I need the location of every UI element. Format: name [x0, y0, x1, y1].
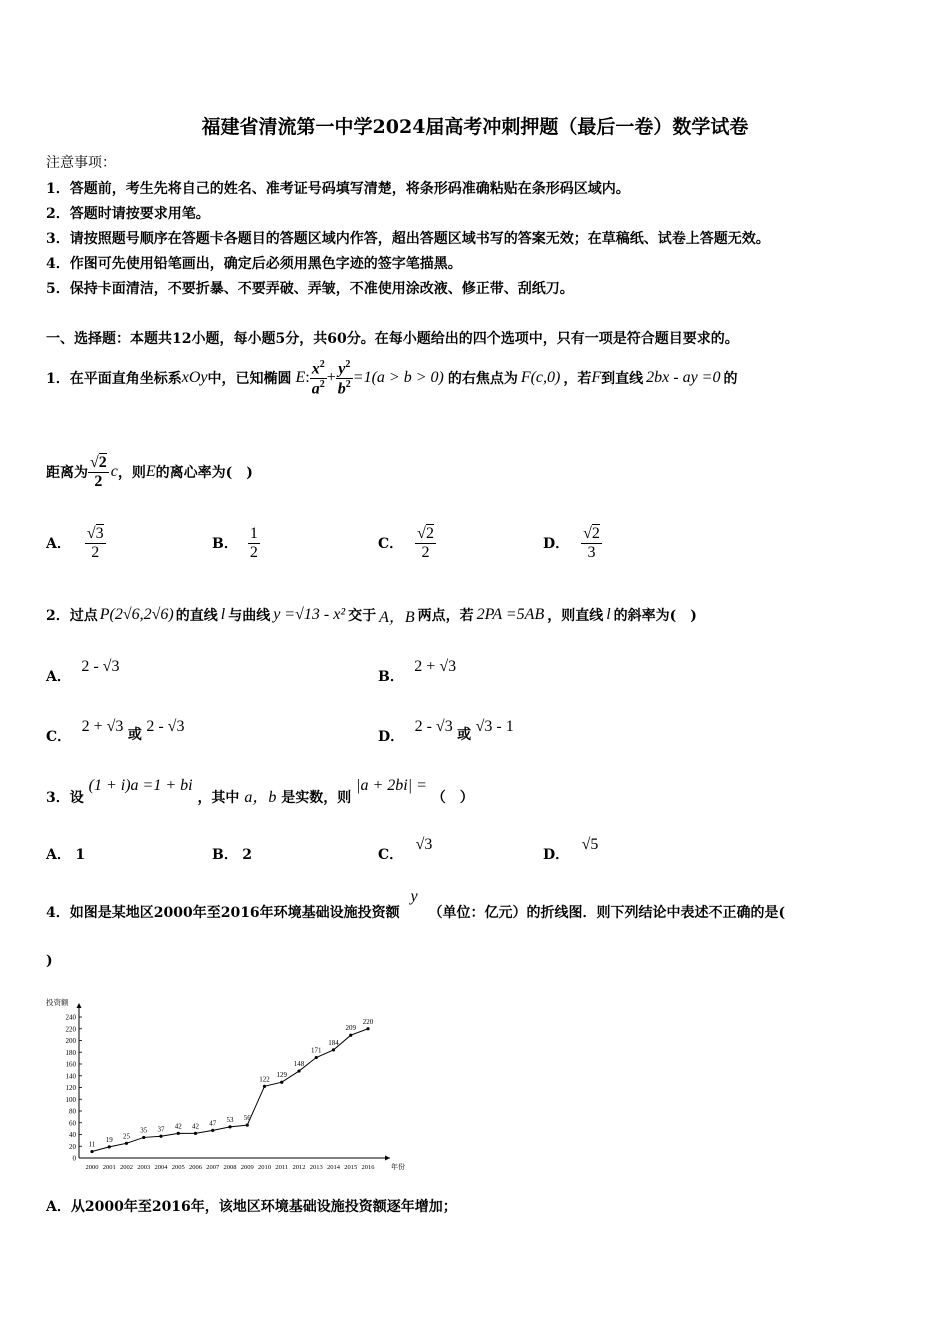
- data-label: 171: [311, 1046, 322, 1055]
- q1-option-a-value: $\frac{√3}{2}$: [86, 524, 104, 561]
- q4-text-3: ): [46, 953, 53, 969]
- series-line: [92, 1029, 368, 1152]
- q1-option-a-label: A．: [46, 536, 71, 552]
- x-tick-label: 2010: [258, 1164, 271, 1171]
- x-axis-label: 年份: [391, 1163, 405, 1171]
- data-label: 35: [140, 1126, 148, 1135]
- data-label: 148: [293, 1060, 305, 1069]
- q2-option-c-label: C．: [46, 729, 72, 745]
- q3-text-1: 3．设: [46, 790, 84, 806]
- data-point: [108, 1145, 111, 1148]
- data-point: [194, 1132, 197, 1135]
- q2-option-a-label: A．: [46, 669, 71, 685]
- q1-E: E: [145, 463, 156, 480]
- ellipse-frac-y: $\frac{y^2}{b^2}$: [337, 358, 351, 397]
- y-tick-label: 100: [65, 1095, 76, 1104]
- data-point: [349, 1034, 352, 1037]
- x-tick-label: 2012: [292, 1164, 306, 1171]
- y-tick-label: 80: [69, 1107, 76, 1116]
- y-tick-label: 200: [65, 1037, 76, 1045]
- q2-option-d[interactable]: [378, 716, 514, 745]
- question-4: [46, 884, 786, 921]
- q4-option-a[interactable]: A．从2000年至2016年，该地区环境基础设施投资额逐年增加；: [46, 1199, 457, 1215]
- q2-option-a[interactable]: [46, 656, 120, 685]
- data-point: [246, 1124, 249, 1127]
- data-point: [263, 1085, 266, 1088]
- y-tick-label: 0: [72, 1154, 76, 1163]
- q1-text-3: 的右焦点为: [447, 371, 518, 387]
- q1-text-8: ，则: [117, 465, 146, 481]
- q1-text-1: 1．在平面直角坐标系: [46, 371, 182, 387]
- q2-option-b[interactable]: [378, 656, 457, 685]
- q2-text-1: 2．过点: [46, 608, 98, 624]
- q2-text-5: 两点，若: [417, 608, 474, 624]
- q3-option-c[interactable]: [378, 834, 433, 863]
- x-tick-label: 2001: [102, 1164, 116, 1171]
- data-label: 19: [105, 1135, 113, 1144]
- q2-l: l: [220, 606, 226, 623]
- y-tick-label: 140: [65, 1072, 76, 1081]
- data-point: [366, 1027, 369, 1030]
- q3-text-3: 是实数，则: [281, 790, 352, 806]
- data-label: 129: [276, 1071, 287, 1080]
- q1-option-c-value: $\frac{√2}{2}$: [417, 524, 434, 561]
- data-label: 220: [362, 1017, 374, 1026]
- q2-option-c-value: 2 + √3: [81, 718, 124, 735]
- q2-option-d-or: 或: [457, 727, 472, 743]
- y-tick-label: 160: [65, 1060, 76, 1069]
- data-point: [125, 1142, 128, 1145]
- q3-text-4: （ ）: [431, 790, 474, 806]
- q1-option-d-label: D．: [543, 536, 570, 552]
- q2-point: P(2√6,2√6): [99, 606, 174, 623]
- data-point: [280, 1081, 283, 1084]
- q1-option-c[interactable]: [378, 518, 436, 568]
- ellipse-condition: =1(a > b > 0): [352, 369, 444, 386]
- q1-option-b-value: $\frac{1}{2}$: [249, 524, 258, 561]
- q3-equation: (1 + i)a =1 + bi: [88, 777, 193, 794]
- x-tick-label: 2009: [240, 1164, 254, 1171]
- q3-option-a-value: 1: [75, 847, 86, 863]
- y-tick-label: 180: [65, 1048, 76, 1057]
- x-tick-label: 2013: [309, 1164, 323, 1171]
- q1-text-7: 距离为: [46, 465, 88, 481]
- x-tick-label: 2011: [275, 1164, 289, 1171]
- q2-condition: 2PA =5AB: [476, 606, 545, 623]
- q2-option-c[interactable]: [46, 716, 185, 745]
- q3-option-a[interactable]: [46, 834, 86, 863]
- x-tick-label: 2008: [223, 1164, 237, 1171]
- q2-text-2: 的直线: [175, 608, 218, 624]
- data-label: 53: [226, 1115, 234, 1124]
- q3-option-d-value: √5: [581, 836, 599, 853]
- q1-text-2: 中，已知椭圆: [207, 371, 292, 387]
- question-2: [46, 600, 697, 630]
- data-point: [211, 1129, 214, 1132]
- data-label: 25: [123, 1132, 130, 1141]
- q3-ab: a，b: [244, 789, 277, 806]
- q1-line-eq: 2bx - ay =0: [646, 369, 721, 386]
- q3-option-a-label: A．: [46, 847, 71, 863]
- q2-text-3: 与曲线: [228, 608, 271, 624]
- q2-text-6: ，则直线: [547, 608, 604, 624]
- note-item-1: 1．答题前，考生先将自己的姓名、准考证号码填写清楚，将条形码准确粘贴在条形码区域内。: [46, 181, 630, 197]
- q2-option-b-label: B．: [378, 669, 404, 685]
- q3-option-d[interactable]: [543, 834, 599, 863]
- x-tick-label: 2014: [327, 1164, 340, 1171]
- data-point: [177, 1132, 180, 1135]
- data-label: 42: [192, 1122, 199, 1131]
- q4-text-1: 4．如图是某地区2000年至2016年环境基础设施投资额: [46, 905, 400, 921]
- q3-option-c-value: √3: [415, 836, 433, 853]
- x-tick-label: 2004: [154, 1164, 168, 1171]
- y-axis-label: 投资额: [46, 998, 69, 1007]
- q3-option-d-label: D．: [543, 847, 570, 863]
- question-1-line-1: 1．在平面直角坐标系 xOy 中，已知椭圆 E : $\frac{x^2}{a^2}$ + $\frac{y^2}{b^2}$ =1(a > b > 0) 的右焦点为 F(c,0) ，若 F 到直线 2bx - ay =0 的: [46, 358, 738, 397]
- data-label: 56: [243, 1114, 251, 1123]
- q2-text-7: 的斜率为( ): [613, 608, 697, 624]
- note-item-5: 5．保持卡面清洁，不要折暴、不要弄破、弄皱，不准使用涂改液、修正带、刮纸刀。: [46, 281, 574, 297]
- data-label: 209: [345, 1024, 356, 1033]
- data-point: [315, 1056, 318, 1059]
- q3-option-b[interactable]: [212, 834, 253, 863]
- q1-text-6: 的: [723, 371, 738, 387]
- question-3: [46, 772, 474, 806]
- question-1-line-2: 距离为 $\frac{√2}{2}$ c ，则 E 的离心率为( ): [46, 453, 253, 490]
- q2-curve: y =√13 - x²: [273, 606, 346, 623]
- data-label: 11: [88, 1140, 96, 1149]
- q1-F: F: [591, 369, 602, 386]
- q1-focus: F(c,0): [520, 369, 561, 386]
- q2-AB: A，B: [379, 608, 415, 626]
- q1-option-c-label: C．: [378, 536, 404, 552]
- q3-option-b-label: B．: [212, 847, 238, 863]
- data-label: 122: [259, 1075, 270, 1084]
- x-tick-label: 2006: [189, 1164, 202, 1171]
- data-label: 42: [174, 1122, 182, 1131]
- data-point: [332, 1048, 335, 1051]
- x-tick-label: 2000: [85, 1164, 99, 1171]
- data-label: 184: [328, 1038, 339, 1047]
- q2-option-a-value: 2 - √3: [81, 658, 120, 675]
- q4-y: y: [410, 888, 418, 905]
- y-tick-label: 40: [69, 1131, 76, 1139]
- x-tick-label: 2003: [137, 1164, 151, 1171]
- q1-text-9: 的离心率为( ): [155, 465, 253, 481]
- note-item-2: 2．答题时请按要求用笔。: [46, 206, 210, 222]
- q2-option-d-value: 2 - √3: [414, 718, 453, 735]
- q1-distance-frac: $\frac{√2}{2}$: [90, 453, 107, 490]
- y-tick-label: 60: [69, 1119, 76, 1128]
- y-tick-label: 120: [65, 1084, 76, 1092]
- q2-option-c-value-2: 2 - √3: [146, 718, 185, 735]
- q3-option-c-label: C．: [378, 847, 404, 863]
- y-tick-label: 240: [65, 1013, 76, 1022]
- q2-option-d-label: D．: [378, 729, 405, 745]
- q1-option-d[interactable]: [543, 518, 602, 568]
- y-tick-label: 20: [69, 1142, 76, 1151]
- ellipse-label: E: [295, 369, 306, 386]
- note-item-4: 4．作图可先使用铅笔画出，确定后必须用黑色字迹的签字笔描黑。: [46, 256, 462, 272]
- q1-text-4: ，若: [563, 371, 592, 387]
- x-tick-label: 2015: [344, 1164, 358, 1171]
- q3-abs: |a + 2bi| =: [356, 777, 427, 794]
- x-tick-label: 2005: [171, 1164, 185, 1171]
- y-axis-arrow: [77, 1003, 82, 1008]
- y-tick-label: 220: [65, 1025, 76, 1034]
- data-point: [297, 1069, 300, 1072]
- q1-xoy: xOy: [181, 369, 208, 386]
- data-label: 37: [157, 1125, 165, 1134]
- x-tick-label: 2016: [361, 1164, 375, 1171]
- data-label: 47: [209, 1119, 217, 1128]
- section-heading: 一、选择题：本题共12小题，每小题5分，共60分。在每小题给出的四个选项中，只有一项是符合题目要求的。: [46, 331, 739, 347]
- q2-text-4: 交于: [348, 608, 377, 624]
- q3-option-b-value: 2: [242, 847, 253, 863]
- q2-l-2: l: [606, 606, 611, 623]
- note-item-3: 3．请按照题号顺序在答题卡各题目的答题区域内作答，超出答题区域书写的答案无效；在草稿纸、试卷上答题无效。: [46, 231, 770, 247]
- q2-option-b-value: 2 + √3: [414, 658, 457, 675]
- notes-heading: 注意事项：: [46, 155, 116, 171]
- q4-text-2: （单位：亿元）的折线图．则下列结论中表述不正确的是(: [428, 905, 786, 921]
- x-tick-label: 2007: [206, 1164, 220, 1171]
- q1-option-b-label: B．: [212, 536, 238, 552]
- data-point: [159, 1135, 162, 1138]
- q1-text-5: 到直线: [601, 371, 644, 387]
- q2-option-d-value-2: √3 - 1: [475, 718, 514, 735]
- x-tick-label: 2002: [120, 1164, 133, 1171]
- data-point: [228, 1125, 231, 1128]
- q1-option-a[interactable]: [46, 518, 106, 568]
- ellipse-frac-x: $\frac{x^2}{a^2}$: [311, 358, 325, 397]
- data-point: [142, 1136, 145, 1139]
- exam-title: 福建省清流第一中学2024届高考冲刺押题（最后一卷）数学试卷: [201, 116, 749, 138]
- investment-line-chart: [40, 992, 410, 1178]
- x-axis-arrow: [385, 1156, 390, 1161]
- q1-option-b[interactable]: [212, 518, 260, 568]
- q1-option-d-value: $\frac{√2}{3}$: [583, 524, 600, 561]
- q2-option-c-or: 或: [127, 727, 142, 743]
- q3-text-2: ，其中: [197, 790, 240, 806]
- data-point: [90, 1150, 93, 1153]
